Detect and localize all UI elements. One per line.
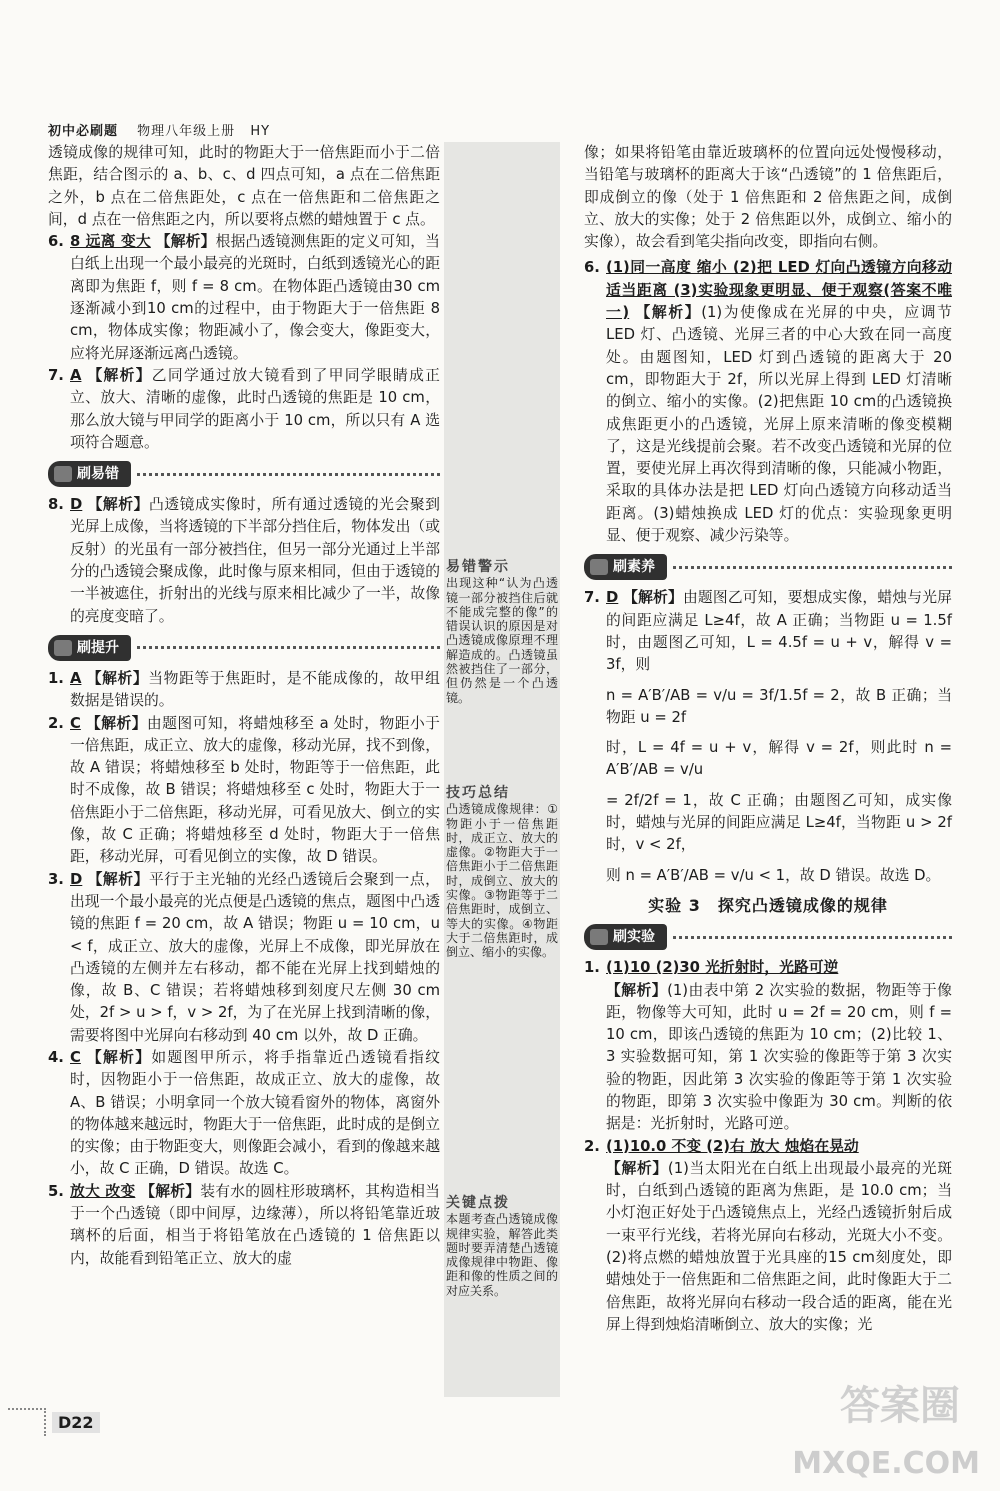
watermark-url: MXQE.COM xyxy=(792,1446,980,1481)
answer-key: D xyxy=(70,870,83,888)
answer-key: D xyxy=(70,496,83,514)
running-header xyxy=(48,120,270,139)
answer-1: 1. A 【解析】当物距等于焦距时，是不能成像的，故甲组数据是错误的。 xyxy=(48,669,440,710)
side-note-text: 凸透镜成像规律：①物距小于一倍焦距时，成正立、放大的虚像。②物距大于一倍焦距小于二倍焦距时，成倒立、放大的实像。③物距等于二倍焦距时，成倒立、等大的实像。④物距大于二倍焦距时，成倒立、缩小的实像。 xyxy=(446,802,558,960)
explanation: 装有水的圆柱形玻璃杯，其构造相当于一个凸透镜（即中间厚，边缘薄），所以将铅笔靠近玻璃杯的后面，相当于将铅笔放在凸透镜的 1 倍焦距以内，故能看到铅笔正立、放大的虚 xyxy=(70,1182,440,1267)
formula-line: = 2f/2f = 1，故 C 正确；由题图乙可知，成实像时，蜡烛与光屏的间距应满足 L≥4f，当物距 u > 2f 时，v < 2f， xyxy=(606,791,952,854)
answer-key: 8 远离 变大 xyxy=(70,233,151,251)
section-header-tisheng: 刷提升 xyxy=(48,634,440,662)
edition: HY xyxy=(250,124,271,139)
answer-2: 2. C 【解析】由题图可知，将蜡烛移至 a 处时，物距小于一倍焦距，成正立、放大的虚像，移动光屏，找不到像，故 A 错误；将蜡烛移至 b 处时，物距等于一倍焦距，此时不成像，故 B 错误；将蜡烛移至 c 处时，物距大于一倍焦距小于二倍焦距，移动光屏，可看见放大、倒立的实像，故 C 正确；将蜡烛移至 d 处时，物距大于一倍焦距，移动光屏，可看见倒立的实像，故 D 错误。 xyxy=(48,714,440,866)
answer-key: 放大 改变 xyxy=(70,1182,136,1200)
explanation: 乙同学通过放大镜看到了甲同学眼睛成正立、放大、清晰的虚像，此时凸透镜的焦距是 10 cm，那么放大镜与甲同学的距离小于 10 cm，所以只有 A 选项符合题意。 xyxy=(70,366,440,451)
side-note-yicuo xyxy=(446,560,558,705)
explanation: (1)当太阳光在白纸上出现最小最亮的光斑时，白纸到凸透镜的距离为焦距，是 10.0 cm；当小灯泡正好处于凸透镜焦点上，光经凸透镜折射后成一束平行光线，若将光屏向右移动，光斑大小不变。(2)将点燃的蜡烛放置于光具座的15 cm刻度处，即蜡烛处于一倍焦距和二倍焦距之间，此时像距大于二倍焦距，故将光屏向右移动一段合适的距离，能在光屏上得到烛焰清晰倒立、放大的实像；光 xyxy=(606,1159,952,1333)
answer-key: C xyxy=(70,714,81,732)
right-column xyxy=(584,142,952,1336)
side-note-guanjian xyxy=(446,1196,558,1298)
formula-line: n = A′B′/AB = v/u = 3f/1.5f = 2，故 B 正确；当物距 u = 2f xyxy=(606,686,952,726)
explanation: (1)为使像成在光屏的中央，应调节 LED 灯、凸透镜、光屏三者的中心大致在同一高度处。由题图知，LED 灯到凸透镜的距离大于 20 cm，即物距大于 2f，所以光屏上得到 LED 灯清晰的倒立、缩小的实像。(2)把焦距 10 cm的凸透镜换成焦距更小的凸透镜，光屏上原来清晰的像变模糊了，这是光线提前会聚。若不改变凸透镜和光屏的位置，要使光屏上再次得到清晰的像，只能减小物距，采取的具体办法是把 LED 灯向凸透镜方向移动适当距离。(3)蜡烛换成 LED 灯的优点：实验现象更明显、便于观察、减少污染等。 xyxy=(606,304,952,545)
side-note-title: 关键点拨 xyxy=(446,1195,510,1211)
book-name: 初中必刷题 xyxy=(48,124,119,139)
experiment-answer-1: 1. (1)10 (2)30 光折射时，光路可逆 【解析】(1)由表中第 2 次实验的数据，物距等于像距，物像等大可知，此时 u = 2f = 20 cm，则 f = 10 cm，即该凸透镜的焦距为 10 cm；(2)比较 1、3 实验数据可知，第 1 次实验的像距等于第 3 次实验的物距，因此第 3 次实验的像距等于第 1 次实验的物距，即第 3 次实验中像距为 30 cm。判断的依据是：光折射时，光路可逆。 xyxy=(584,959,952,1133)
section-header-yicuo: 刷易错 xyxy=(48,460,440,488)
answer-7: 7. A 【解析】乙同学通过放大镜看到了甲同学眼睛成正立、放大、清晰的虚像，此时凸透镜的焦距是 10 cm，那么放大镜与甲同学的距离小于 10 cm，所以只有 A 选项符合题意。 xyxy=(48,366,440,451)
answer-7-right: 7. D 【解析】由题图乙可知，要想成实像，蜡烛与光屏的间距应满足 L≥4f，故 A 正确；当物距 u = 1.5f 时，由题图乙可知，L = 4.5f = u + v，解得 v = 3f，则 n = A′B′/AB = v/u = 3f/1.5f = 2，故 B 正确；当物距 u = 2f 时，L = 4f = u + v，解得 v = 2f，则此时 n = A′B′/AB = v/u = 2f/2f = 1，故 C 正确；由题图乙可知，成实像时，蜡烛与光屏的间距应满足 L≥4f，当物距 u > 2f 时，v < 2f， 则 n = A′B′/AB = v/u < 1，故 D 错误。故选 D。 xyxy=(584,587,952,887)
side-note-title: 易错警示 xyxy=(446,559,510,575)
answer-4: 4. C 【解析】如题图甲所示，将手指靠近凸透镜看指纹时，因物距小于一倍焦距，故成正立、放大的虚像，故 A、B 错误；小明拿同一个放大镜看窗外的物体，离窗外的物体越来越远时，物距大于一倍焦距，此时成的是倒立的实像；由于物距变大，则像距会减小，看到的像越来越小，故 C 正确，D 错误。故选 C。 xyxy=(48,1048,440,1178)
formula-line: 则 n = A′B′/AB = v/u < 1，故 D 错误。故选 D。 xyxy=(606,866,941,884)
formula-line: 时，L = 4f = u + v，解得 v = 2f，则此时 n = A′B′/AB = v/u xyxy=(606,739,952,779)
answer-key: (1)同一高度 缩小 (2)把 LED 灯向凸透镜方向移动适当距离 (3)实验现象更明显、便于观察(答案不唯一) xyxy=(606,259,952,322)
answer-6: 6. 8 远离 变大 【解析】根据凸透镜测焦距的定义可知，当白纸上出现一个最小最亮的光斑时，白纸到透镜光心的距离即为焦距 f，则 f = 8 cm。在物体距凸透镜由30 cm逐渐减小到10 cm的过程中，由于物距大于一倍焦距 8 cm，物体成实像；物距减小了，像会变大，像距变大，应将光屏逐渐远离凸透镜。 xyxy=(48,233,440,362)
continued-text: 像；如果将铅笔由靠近玻璃杯的位置向远处慢慢移动，当铅笔与玻璃杯的距离大于该“凸透镜”的 1 倍焦距后，即成倒立的像（处于 1 倍焦距和 2 倍焦距之间，成倒立、放大的实像；处于 2 倍焦距以外，成倒立、缩小的实像），故会看到笔尖指向改变，即指向右侧。 xyxy=(584,144,952,251)
explanation: 当物距等于焦距时，是不能成像的，故甲组数据是错误的。 xyxy=(70,669,440,710)
page-corner-decoration xyxy=(8,1408,46,1436)
explanation: 平行于主光轴的光经凸透镜后会聚到一点，出现一个最小最亮的光点便是凸透镜的焦点，题图中凸透镜的焦距 f = 20 cm，故 A 错误；物距 u = 10 cm，u < f，成正立、放大的虚像，光屏上不成像，即光屏放在凸透镜的左侧并左右移动，都不能在光屏上找到蜡烛的像，故 B、C 错误；若将蜡烛移到刻度尺左侧 30 cm 处，2f > u > f，v > 2f，为了在光屏上找到清晰的像，需要将图中光屏向右移动到 40 cm 以外，故 D 正确。 xyxy=(70,870,440,1044)
answer-key: C xyxy=(70,1048,81,1066)
answer-3: 3. D 【解析】平行于主光轴的光经凸透镜后会聚到一点，出现一个最小最亮的光点便是凸透镜的焦点，题图中凸透镜的焦距 f = 20 cm，故 A 错误；物距 u = 10 cm，u < f，成正立、放大的虚像，光屏上不成像，即光屏放在凸透镜的左侧并左右移动，都不能在光屏上找到蜡烛的像，故 B、C 错误；若将蜡烛移到刻度尺左侧 30 cm 处，2f > u > f，v > 2f，为了在光屏上找到清晰的像，需要将图中光屏向右移动到 40 cm 以外，故 D 正确。 xyxy=(48,870,440,1044)
side-note-title: 技巧总结 xyxy=(446,785,510,801)
answer-key: D xyxy=(606,589,619,607)
brush-icon xyxy=(590,559,608,575)
page-number: D22 xyxy=(52,1412,100,1433)
brush-icon xyxy=(590,929,608,945)
explanation: 由题图可知，将蜡烛移至 a 处时，物距小于一倍焦距，成正立、放大的虚像，移动光屏，找不到像，故 A 错误；将蜡烛移至 b 处时，物距等于一倍焦距，此时不成像，故 B 错误；将蜡烛移至 c 处时，物距大于一倍焦距小于二倍焦距，移动光屏，可看见放大、倒立的实像，故 C 正确；将蜡烛移至 d 处时，物距大于一倍焦距，移动光屏，可看见倒立的实像，故 D 错误。 xyxy=(70,714,440,866)
continued-text: 透镜成像的规律可知，此时的物距大于一倍焦距而小于二倍焦距，结合图示的 a、b、c、d 四点可知，a 点在二倍焦距之外，b 点在二倍焦距处，c 点在一倍焦距和二倍焦距之间，d 点在一倍焦距之内，所以要将点燃的蜡烛置于 c 点。 xyxy=(48,144,440,228)
answer-5: 5. 放大 改变 【解析】装有水的圆柱形玻璃杯，其构造相当于一个凸透镜（即中间厚，边缘薄），所以将铅笔靠近玻璃杯的后面，相当于将铅笔放在凸透镜的 1 倍焦距以内，故能看到铅笔正立、放大的虚 xyxy=(48,1182,440,1267)
answer-6-right: 6. (1)同一高度 缩小 (2)把 LED 灯向凸透镜方向移动适当距离 (3)实验现象更明显、便于观察(答案不唯一) 【解析】(1)为使像成在光屏的中央，应调节 LED 灯、凸透镜、光屏三者的中心大致在同一高度处。由题图知，LED 灯到凸透镜的距离大于 20 cm，即物距大于 2f，所以光屏上得到 LED 灯清晰的倒立、缩小的实像。(2)把焦距 10 cm的凸透镜换成焦距更小的凸透镜，光屏上原来清晰的像变模糊了，这是光线提前会聚。若不改变凸透镜和光屏的位置，要使光屏上再次得到清晰的像，只能减小物距，采取的具体办法是把 LED 灯向凸透镜方向移动适当距离。(3)蜡烛换成 LED 灯的优点：实验现象更明显、便于观察、减少污染等。 xyxy=(584,259,952,545)
subject: 物理八年级上册 xyxy=(137,124,236,139)
answer-8: 8. D 【解析】凸透镜成实像时，所有通过透镜的光会聚到光屏上成像，当将透镜的下半部分挡住后，物体发出（或反射）的光虽有一部分被挡住，但另一部分光通过上半部分的凸透镜会聚成像，此时像与原来相同，但由于透镜的一半被遮住，折射出的光线与原来相比减少了一半，故像的亮度变暗了。 xyxy=(48,496,440,625)
experiment-title: 实验 3 探究凸透镜成像的规律 xyxy=(648,895,888,915)
answer-key: A xyxy=(70,366,82,384)
brush-icon xyxy=(54,466,72,482)
brush-icon xyxy=(54,640,72,656)
answer-key: A xyxy=(70,669,82,687)
explanation: 根据凸透镜测焦距的定义可知，当白纸上出现一个最小最亮的光斑时，白纸到透镜光心的距离即为焦距 f，则 f = 8 cm。在物体距凸透镜由30 cm逐渐减小到10 cm的过程中，由于物距大于一倍焦距 8 cm，物体成实像；物距减小了，像会变大，像距变大，应将光屏逐渐远离凸透镜。 xyxy=(70,233,440,362)
answer-key: (1)10.0 不变 (2)右 放大 烛焰在晃动 xyxy=(606,1137,859,1155)
side-note-text: 本题考查凸透镜成像规律实验，解答此类题时要弄清楚凸透镜成像规律中物距、像距和像的性质之间的对应关系。 xyxy=(446,1212,558,1298)
side-note-text: 出现这种“认为凸透镜一部分被挡住后就不能成完整的像”的错误认识的原因是对凸透镜成像原理不理解造成的。凸透镜虽然被挡住了一部分，但仍然是一个凸透镜。 xyxy=(446,576,558,705)
explanation: 如题图甲所示，将手指靠近凸透镜看指纹时，因物距小于一倍焦距，故成正立、放大的虚像，故 A、B 错误；小明拿同一个放大镜看窗外的物体，离窗外的物体越来越远时，物距大于一倍焦距，此时成的是倒立的实像；由于物距变大，则像距会减小，看到的像越来越小，故 C 正确，D 错误。故选 C。 xyxy=(70,1048,440,1178)
watermark-logo: 答案圈 xyxy=(840,1383,960,1429)
section-header-shiyan: 刷实验 xyxy=(584,923,952,951)
side-note-jiqiao xyxy=(446,786,558,960)
explanation: 凸透镜成实像时，所有通过透镜的光会聚到光屏上成像，当将透镜的下半部分挡住后，物体发出（或反射）的光虽有一部分被挡住，但另一部分光通过上半部分的凸透镜会聚成像，此时像与原来相同，但由于透镜的一半被遮住，折射出的光线与原来相比减少了一半，故像的亮度变暗了。 xyxy=(70,496,440,625)
answer-key: (1)10 (2)30 光折射时，光路可逆 xyxy=(606,959,839,977)
left-column xyxy=(48,142,440,1270)
experiment-answer-2: 2. (1)10.0 不变 (2)右 放大 烛焰在晃动 【解析】(1)当太阳光在白纸上出现最小最亮的光斑时，白纸到凸透镜的距离为焦距，是 10.0 cm；当小灯泡正好处于凸透镜焦点上，光经凸透镜折射后成一束平行光线，若将光屏向右移动，光斑大小不变。(2)将点燃的蜡烛放置于光具座的15 cm刻度处，即蜡烛处于一倍焦距和二倍焦距之间，此时像距大于二倍焦距，故将光屏向右移动一段合适的距离，能在光屏上得到烛焰清晰倒立、放大的实像；光 xyxy=(584,1137,952,1333)
section-header-suyang: 刷素养 xyxy=(584,553,952,581)
explanation: (1)由表中第 2 次实验的数据，物距等于像距，物像等大可知，此时 u = 2f = 20 cm，则 f = 10 cm，即该凸透镜的焦距为 10 cm；(2)比较 1、3 实验数据可知，第 1 次实验的像距等于第 3 次实验的物距，因此第 3 次实验的像距等于第 1 次实验的物距，即第 3 次实验中像距为 30 cm。判断的依据是：光折射时，光路可逆。 xyxy=(606,981,952,1133)
